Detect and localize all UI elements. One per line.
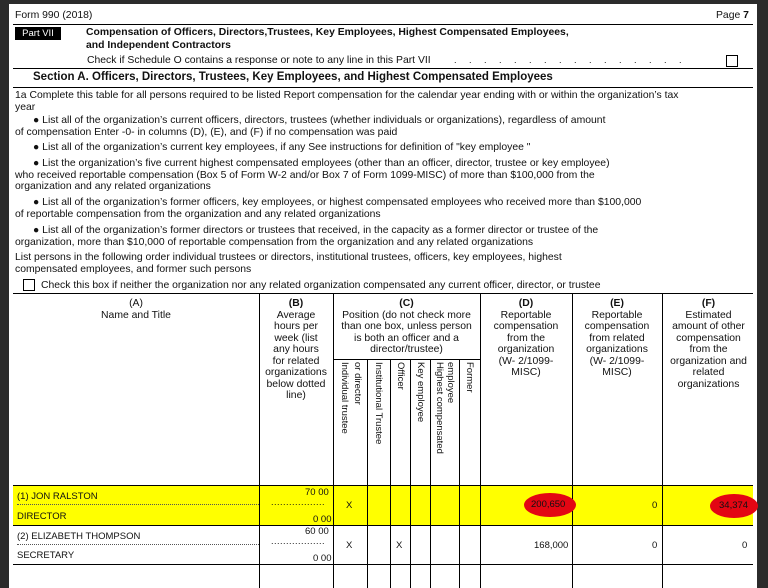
col-b-line8: line) — [286, 390, 306, 401]
bullet-5-line2: organization, more than $10,000 of reportable compensation from the organization and any related organizations — [15, 237, 534, 248]
bullet-1-line2: of compensation Enter -0- in columns (D), (E), and (F) if no compensation was paid — [15, 127, 398, 138]
col-d-line3: from the — [506, 332, 546, 344]
col-f-header — [662, 298, 755, 390]
part-title-line2: and Independent Contractors — [86, 40, 231, 51]
c-sub-highest-b-text: employee — [445, 362, 456, 404]
row-2-d-value: 168,000 — [534, 540, 569, 551]
row-2-dotted-line — [17, 544, 259, 545]
col-e-line6: MISC) — [602, 367, 632, 378]
row-1-hours-related: 0 00 — [313, 514, 332, 525]
bullet-2-text: List all of the organization’s current key employees, if any See instructions for definition of "key employee " — [42, 142, 531, 153]
bullet-4-line1: ● List all of the organization’s former officers, key employees, or highest compensated employees who received more than $100,000 — [33, 197, 642, 208]
row-2-officer-mark: X — [396, 540, 403, 551]
c-sub-individual-b: or director — [352, 362, 363, 405]
col-c-header — [333, 298, 480, 356]
col-d-line6: MISC) — [511, 367, 541, 378]
bullet-4-line2: of reportable compensation from the organization and any related organizations — [15, 209, 381, 220]
bullet-3-text: List the organization’s five current highest compensated employees (other than an officer, director, trustee or key employee) — [42, 158, 610, 169]
row-2-title: SECRETARY — [17, 550, 75, 561]
col-f-line4: from the — [689, 344, 728, 355]
section-a-title: Section A. Officers, Directors, Trustees, Key Employees, and Highest Compensated Employees — [33, 71, 553, 83]
row-1-bottom-rule — [13, 525, 753, 526]
c-sub-former-text: Former — [464, 362, 475, 393]
c-sub-officer-text: Officer — [395, 362, 406, 390]
col-b-line6: organizations — [265, 367, 327, 378]
part-title-line1: Compensation of Officers, Directors,Trustees, Key Employees, Highest Compensated Employees, — [86, 27, 569, 38]
page-number-value: 7 — [743, 10, 749, 21]
col-b-header — [259, 298, 333, 402]
col-c-line1: Position (do not check more — [342, 309, 471, 321]
row-1-individual-mark: X — [346, 500, 353, 511]
col-e-line2: compensation — [584, 321, 650, 332]
col-c-line2: than one box, unless person — [341, 321, 472, 332]
col-f-line7: organizations — [677, 378, 740, 390]
col-b-line4: any hours — [273, 344, 319, 355]
c-sub-officer — [395, 362, 406, 390]
row-1-title: DIRECTOR — [17, 511, 67, 522]
col-d-header — [480, 298, 572, 379]
row-1-d-value: 200,650 — [531, 499, 566, 510]
col-e-line4: organizations — [586, 344, 648, 355]
header-rule — [13, 24, 753, 25]
col-c-sub-divider-5 — [459, 359, 460, 588]
col-f-line3: compensation — [676, 332, 741, 344]
row-1-dotted-line — [17, 504, 259, 505]
col-d-line1: Reportable — [500, 309, 552, 321]
col-b-letter: (B) — [288, 298, 304, 309]
col-a-label: Name and Title — [101, 310, 171, 321]
col-b-line1: Average — [276, 309, 316, 321]
col-d-letter: (D) — [518, 298, 534, 309]
row-2-bottom-rule — [13, 564, 753, 565]
order-line1: List persons in the following order individual trustees or directors, institutional trustees, officers, key employees, highest — [15, 252, 562, 263]
c-sub-key-employee-text: Key employee — [415, 362, 426, 423]
bullet-3-line1: ● List the organization’s five current highest compensated employees (other than an officer, director, trustee or key employee) — [33, 158, 610, 169]
neither-check-label: Check this box if neither the organization nor any related organization compensated any current officer, director, or trustee — [41, 280, 601, 291]
bullet-1-text: List all of the organization’s current officers, directors, trustees (whether individuals or organizations), regardless of amount — [42, 115, 606, 126]
c-sub-highest-b — [445, 362, 456, 403]
col-b-line3: week (list — [274, 332, 318, 344]
row-1-f-value: 34,374 — [719, 500, 749, 511]
col-e-line3: from related — [589, 332, 645, 344]
part-tag: Part VII — [15, 27, 61, 40]
col-c-sub-divider-4 — [430, 359, 431, 588]
c-sub-former — [464, 362, 475, 393]
page-number — [716, 10, 749, 22]
col-f-line5: organization and — [670, 355, 747, 367]
col-e-line1: Reportable — [591, 309, 643, 321]
col-e-letter: (E) — [610, 298, 624, 309]
c-sub-key-employee — [415, 362, 426, 422]
page-label: Page — [716, 10, 741, 21]
col-c-sub-divider-1 — [367, 359, 368, 588]
order-line2: compensated employees, and former such persons — [15, 264, 252, 275]
col-d-line2: compensation — [493, 321, 559, 332]
col-d-line4: organization — [497, 344, 555, 355]
row-1-e-value: 0 — [652, 500, 658, 511]
col-d-line5: (W- 2/1099- — [498, 355, 554, 367]
schedule-o-dots: . . . . . . . . . . . . . . . . — [454, 55, 683, 65]
c-sub-highest-a — [434, 362, 445, 454]
c-sub-institutional-text: Institutional Trustee — [373, 362, 384, 445]
col-f-line2: amount of other — [672, 321, 745, 332]
col-f-line1: Estimated — [685, 309, 732, 321]
schedule-o-checkbox[interactable] — [726, 55, 738, 67]
row-1-hours-dots: .................. — [271, 497, 326, 507]
row-2-hours-dots: .................. — [271, 536, 326, 546]
col-b-line7: below dotted — [266, 378, 326, 390]
table-top-rule — [13, 293, 753, 294]
form-id: Form 990 (2018) — [15, 10, 93, 21]
col-c-line3: is both an officer and a — [354, 332, 459, 344]
col-f-line6: related — [692, 367, 725, 378]
col-c-letter: (C) — [399, 298, 414, 309]
schedule-o-note: Check if Schedule O contains a response or note to any line in this Part VII — [87, 55, 431, 66]
row-1-highlight — [13, 486, 753, 525]
c-sub-individual-b-wrap — [352, 362, 363, 405]
neither-checkbox[interactable] — [23, 279, 35, 291]
row-2-name: (2) ELIZABETH THOMPSON — [17, 531, 141, 542]
col-c-line4: director/trustee) — [370, 344, 443, 355]
c-sub-highest-a-text: Highest compensated — [434, 362, 445, 454]
bullet-1-line1: ● List all of the organization’s current officers, directors, trustees (whether individuals or organizations), regardless of amount — [33, 115, 606, 126]
bullet-5-line1: ● List all of the organization’s former directors or trustees that received, in the capacity as a former director or trustee of the — [33, 225, 599, 236]
bullet-3-line3: organization and any related organizations — [15, 181, 211, 192]
col-e-line5: (W- 2/1099- — [589, 355, 645, 367]
row-1-name: (1) JON RALSTON — [17, 491, 98, 502]
col-a-letter: (A) — [129, 298, 143, 309]
col-c-sub-divider-3 — [410, 359, 411, 588]
c-sub-individual-a: Individual trustee — [339, 362, 350, 434]
part-rule — [13, 68, 753, 69]
row-2-individual-mark: X — [346, 540, 353, 551]
bullet-5-text: List all of the organization’s former directors or trustees that received, in the capacity as a former director or trustee of the — [42, 225, 599, 236]
col-b-line2: hours per — [274, 321, 318, 332]
col-f-letter: (F) — [701, 298, 716, 309]
c-sub-individual — [339, 362, 350, 434]
bullet-2: ● List all of the organization’s current key employees, if any See instructions for definition of "key employee " — [33, 142, 531, 153]
row-1-hours: 70 00 — [305, 487, 329, 498]
c-sub-institutional — [373, 362, 384, 444]
bullet-3-line2: who received reportable compensation (Box 5 of Form W-2 and/or Box 7 of Form 1099-MISC) of more than $100,000 from the — [15, 170, 595, 181]
form-page — [9, 4, 757, 588]
col-b-line5: for related — [272, 355, 320, 367]
row-2-e-value: 0 — [652, 540, 658, 551]
row-2-f-value: 0 — [742, 540, 748, 551]
col-e-header — [572, 298, 662, 379]
row-2-hours: 60 00 — [305, 526, 329, 537]
section-rule — [13, 87, 753, 88]
bullet-4-text: List all of the organization’s former officers, key employees, or highest compensated employees who received more than $100,000 — [42, 197, 642, 208]
instruction-1a-line1: 1a Complete this table for all persons required to be listed Report compensation for the calendar year ending with or within the organization’s tax — [15, 90, 679, 101]
instruction-1a-line2: year — [15, 102, 36, 113]
col-c-subheader-rule — [333, 359, 480, 360]
row-2-hours-related: 0 00 — [313, 553, 332, 564]
col-c-sub-divider-2 — [390, 359, 391, 588]
